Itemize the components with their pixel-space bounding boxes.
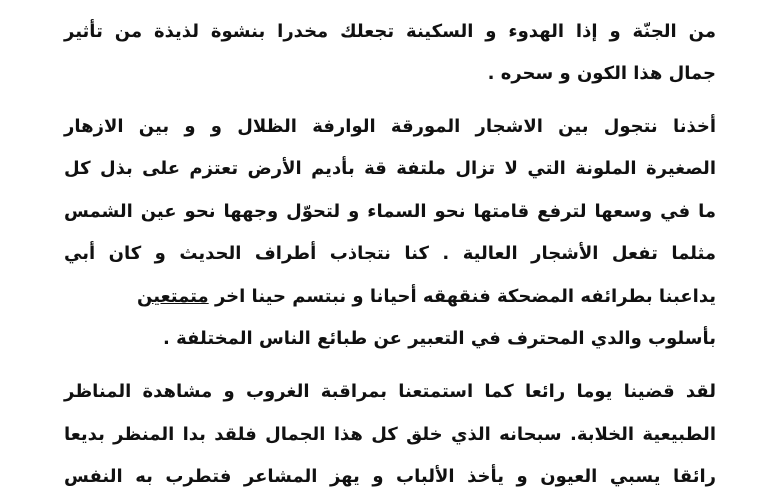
- underlined-word: متمتعين: [137, 286, 209, 307]
- paragraph-2-line-5: [137, 282, 716, 312]
- paragraph-2-line-6: بأسلوب والدي المحترف في التعبير عن طبائع الناس المختلفة .: [163, 328, 716, 349]
- paragraph-1-line-1: من الجنّة و إذا الهدوء و السكينة تجعلك مخدرا بنشوة لذيذة من تأثير: [64, 21, 716, 42]
- paragraph-3-line-1: لقد قضينا يوما رائعا كما استمتعنا بمراقبة الغروب و مشاهدة المناظر: [64, 381, 716, 402]
- paragraph-2-line-3: ما في وسعها لترفع قامتها نحو السماء و لتحوّل وجهها نحو عين الشمس: [64, 201, 716, 222]
- paragraph-2-line-4: مثلما تفعل الأشجار العالية . كنا نتجاذب أطراف الحديث و كان أبي: [64, 243, 716, 264]
- paragraph-3-line-3: رائقا يسبي العيون و يأخذ الألباب و يهز المشاعر فتطرب به النفس: [64, 466, 716, 487]
- paragraph-2-line-2: الصغيرة الملونة التي لا تزال ملتفة قة بأديم الأرض تعتزم على بذل كل: [64, 158, 716, 179]
- paragraph-3-line-2: الطبيعية الخلابة. سبحانه الذي خلق كل هذا الجمال فلقد بدا المنظر بديعا: [64, 424, 716, 445]
- paragraph-1-line-2: جمال هذا الكون و سحره .: [487, 63, 716, 84]
- paragraph-2-line-5-text: يداعبنا بطرائفه المضحكة فنقهقه أحيانا و نبتسم حينا اخر: [214, 286, 716, 307]
- paragraph-2-line-1: أخذنا نتجول بين الاشجار المورقة الوارفة الظلال و و بين الازهار: [64, 116, 716, 137]
